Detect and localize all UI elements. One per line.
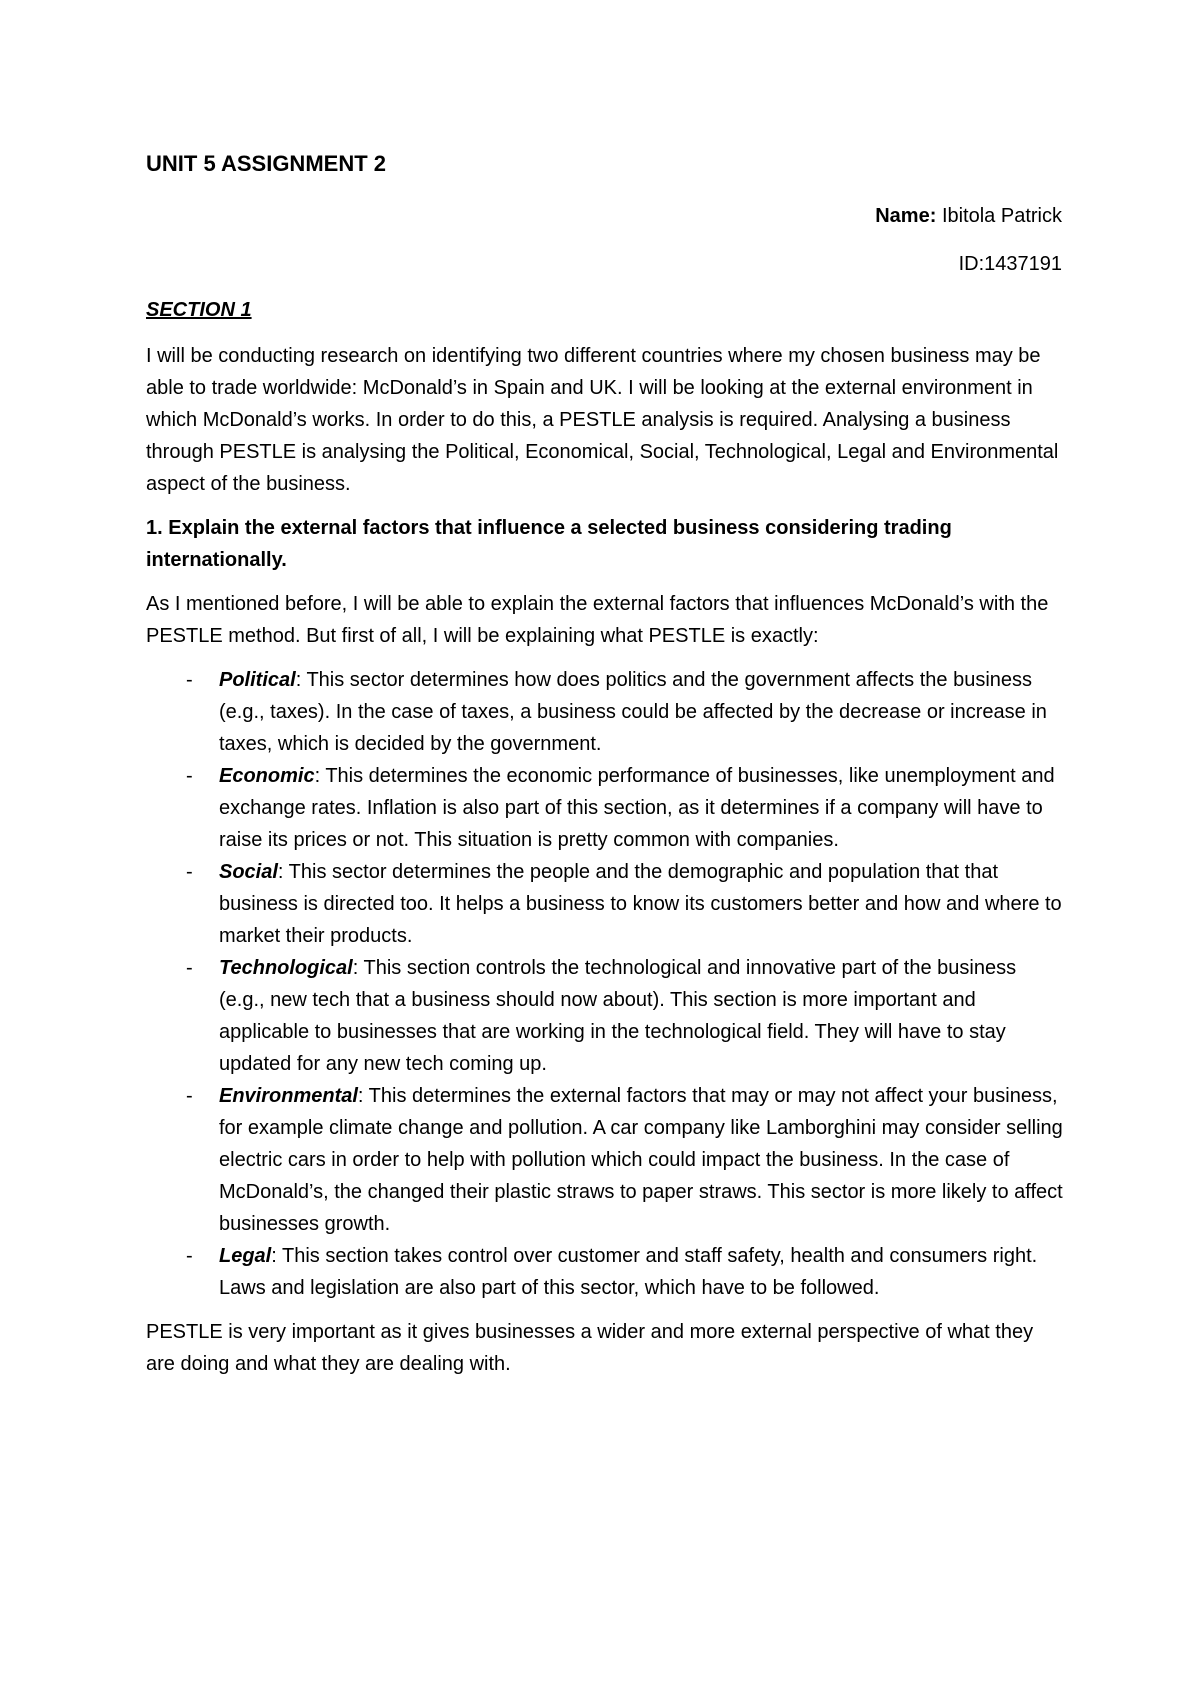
bullet-dash: - bbox=[186, 669, 193, 691]
bullet-dash: - bbox=[186, 861, 193, 883]
student-name: Ibitola Patrick bbox=[941, 205, 1062, 227]
bullet-dash: - bbox=[186, 957, 193, 979]
pestle-item-technological bbox=[146, 952, 1066, 1080]
student-name-line bbox=[146, 200, 1062, 232]
section-heading: SECTION 1 bbox=[146, 299, 252, 321]
pestle-list bbox=[146, 664, 1066, 1304]
pestle-description: : This sector determines the people and the demographic and population that that business is directed too. It helps a business to know its customers better and how and where to market their products. bbox=[219, 861, 1062, 947]
bullet-dash: - bbox=[186, 765, 193, 787]
pestle-term: Political bbox=[219, 669, 296, 691]
document-title: UNIT 5 ASSIGNMENT 2 bbox=[146, 151, 386, 176]
pestle-item-environmental bbox=[146, 1080, 1066, 1240]
pestle-description: : This sector determines how does politics and the government affects the business (e.g., taxes). In the case of taxes, a business could be affected by the decrease or increase in taxes, which is decided by the government. bbox=[219, 669, 1047, 755]
pestle-term: Economic bbox=[219, 765, 315, 787]
bullet-dash: - bbox=[186, 1085, 193, 1107]
bullet-dash: - bbox=[186, 1245, 193, 1267]
pestle-description: : This determines the economic performance of businesses, like unemployment and exchange rates. Inflation is also part of this section, as it determines if a company will have to raise its prices or not. This situation is pretty common with companies. bbox=[219, 765, 1055, 851]
question-heading: 1. Explain the external factors that influence a selected business considering trading internationally. bbox=[146, 517, 952, 571]
pestle-term: Technological bbox=[219, 957, 353, 979]
pestle-term: Social bbox=[219, 861, 278, 883]
closing-paragraph: PESTLE is very important as it gives businesses a wider and more external perspective of what they are doing and what they are dealing with. bbox=[146, 1321, 1034, 1375]
intro-paragraph: I will be conducting research on identifying two different countries where my chosen business may be able to trade worldwide: McDonald’s in Spain and UK. I will be looking at the external environment in which McDonald’s works. In order to do this, a PESTLE analysis is required. Analysing a business through PESTLE is analysing the Political, Economical, Social, Technological, Legal and Environmental aspect of the business. bbox=[146, 345, 1059, 495]
pestle-item-legal bbox=[146, 1240, 1066, 1304]
pestle-item-political bbox=[146, 664, 1066, 760]
pestle-term: Environmental bbox=[219, 1085, 358, 1107]
name-label: Name: bbox=[875, 205, 937, 227]
lead-paragraph: As I mentioned before, I will be able to explain the external factors that influences McDonald’s with the PESTLE method. But first of all, I will be explaining what PESTLE is exactly: bbox=[146, 593, 1049, 647]
document-page bbox=[146, 150, 1066, 1392]
pestle-description: : This determines the external factors that may or may not affect your business, for example climate change and pollution. A car company like Lamborghini may consider selling electric cars in order to help with pollution which could impact the business. In the case of McDonald’s, the changed their plastic straws to paper straws. This sector is more likely to affect businesses growth. bbox=[219, 1085, 1063, 1235]
student-id: ID:1437191 bbox=[958, 253, 1062, 275]
pestle-description: : This section controls the technological and innovative part of the business (e.g., new tech that a business should now about). This section is more important and applicable to businesses that are working in the technological field. They will have to stay updated for any new tech coming up. bbox=[219, 957, 1017, 1075]
pestle-term: Legal bbox=[219, 1245, 272, 1267]
pestle-description: : This section takes control over customer and staff safety, health and consumers right. Laws and legislation are also part of this sector, which have to be followed. bbox=[219, 1245, 1038, 1299]
pestle-item-social bbox=[146, 856, 1066, 952]
pestle-item-economic bbox=[146, 760, 1066, 856]
